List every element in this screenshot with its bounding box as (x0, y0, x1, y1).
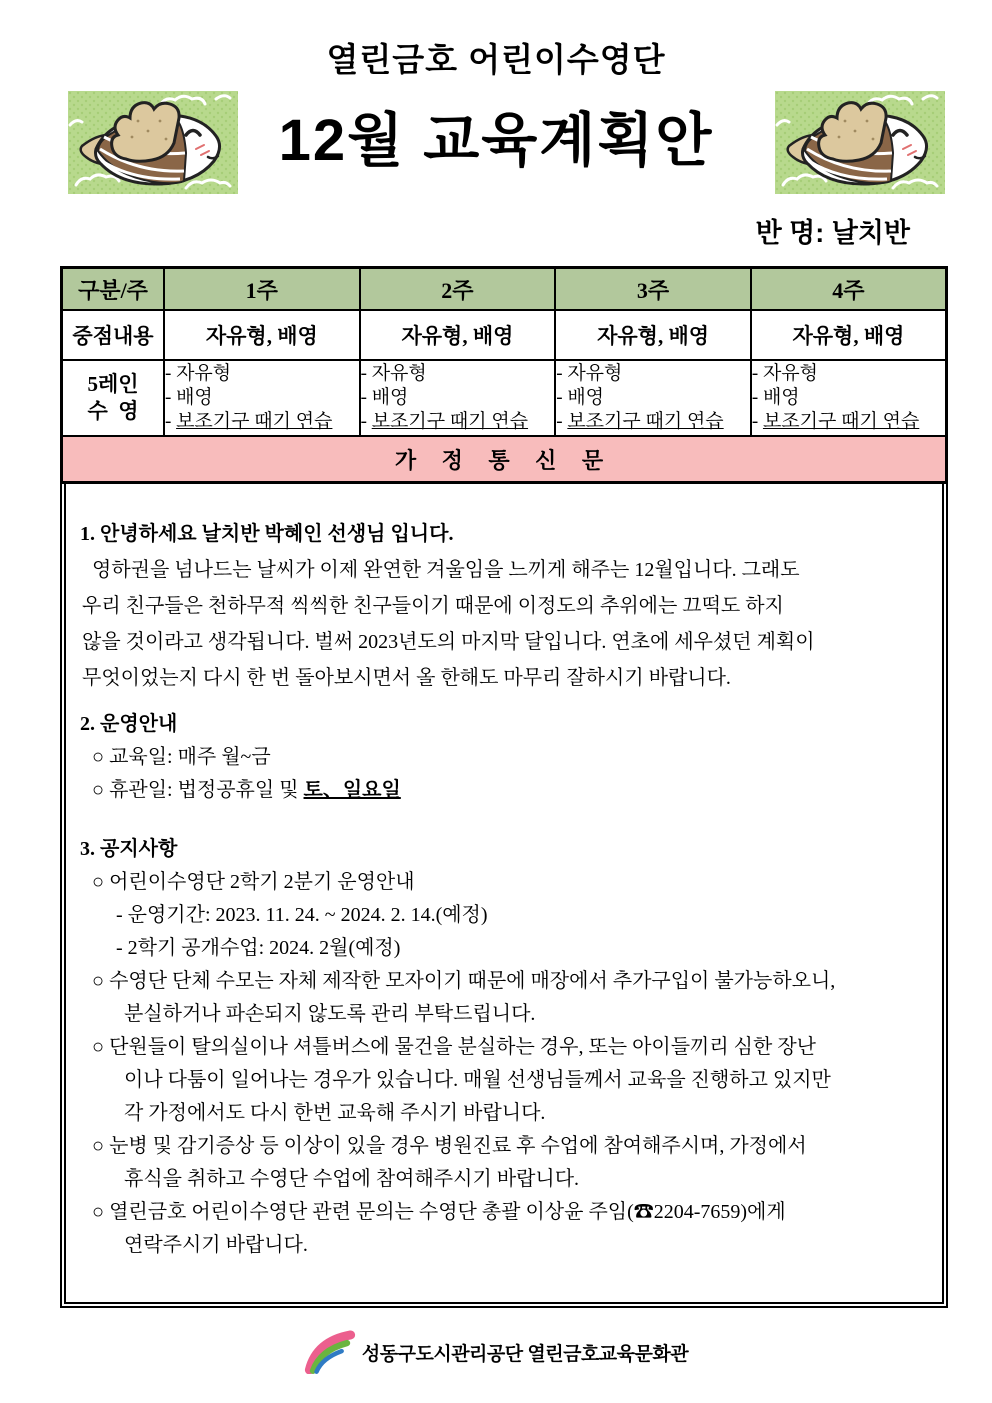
lane-item: - 배영 (165, 387, 213, 408)
notice-line: 휴식을 취하고 수영단 수업에 참여해주시기 바랍니다. (124, 1168, 580, 1190)
lane-label-line2: 수 영 (87, 399, 139, 423)
family-newsletter-banner-row (62, 436, 947, 483)
flying-fish-illustration-right (775, 91, 945, 194)
footer-logo (0, 1330, 992, 1374)
focus-cell-week2: 자유형, 배영 (360, 310, 556, 360)
greeting-line: 무엇이었는지 다시 한 번 돌아보시면서 올 한해도 마무리 잘하시기 바랍니다. (82, 667, 731, 689)
focus-cell-week4: 자유형, 배영 (751, 310, 947, 360)
greeting-line: 않을 것이라고 생각됩니다. 벌써 2023년도의 마지막 달입니다. 연초에 세우셨던 계획이 (82, 631, 815, 653)
closed-days-underlined: 토、일요일 (303, 779, 401, 801)
notice-line: ○ 열린금호 어린이수영단 관련 문의는 수영단 총괄 이상윤 주임(☎2204-7659)에게 (92, 1201, 786, 1223)
focus-content-row (62, 310, 947, 360)
lane-item: - 배영 (751, 387, 800, 408)
operation-item-closed-days: ○ 휴관일: 법정공휴일 및 토、일요일 (92, 779, 401, 801)
lane-item: - 배영 (556, 387, 605, 408)
newsletter-body-box (60, 484, 948, 1308)
schedule-table (60, 266, 948, 484)
lane-cell-week3 (555, 360, 751, 436)
page-title: 12월 교육계획안 (278, 108, 714, 173)
focus-cell-week3: 자유형, 배영 (555, 310, 751, 360)
section3-heading: 3. 공지사항 (80, 838, 178, 860)
notice-line: 연락주시기 바랍니다. (124, 1234, 308, 1256)
notice-line: 이나 다툼이 일어나는 경우가 있습니다. 매월 선생님들께서 교육을 진행하고 있지만 (124, 1069, 831, 1091)
lane-cell-week4 (751, 360, 947, 436)
lane-item: - 자유형 (165, 363, 232, 384)
header-cell-week1: 1주 (164, 268, 360, 311)
document-page (0, 34, 992, 1403)
lane-item: - 보조기구 때기 연습 (165, 411, 333, 432)
schedule-header-row (62, 268, 947, 311)
focus-cell-week1: 자유형, 배영 (164, 310, 360, 360)
lane-item: - 보조기구 때기 연습 (556, 411, 724, 432)
lane-cell-week1 (164, 360, 360, 436)
focus-row-label: 중점내용 (62, 310, 165, 360)
lane-swim-row (62, 360, 947, 436)
family-newsletter-banner: 가 정 통 신 문 (62, 436, 947, 483)
notice-line: 각 가정에서도 다시 한번 교육해 주시기 바랍니다. (124, 1102, 546, 1124)
header-cell-category: 구분/주 (62, 268, 165, 311)
section2-heading: 2. 운영안내 (80, 713, 178, 735)
lane-label-line1: 5레인 (87, 372, 139, 396)
notice-line: - 2학기 공개수업: 2024. 2월(예정) (116, 937, 401, 959)
notice-line: ○ 어린이수영단 2학기 2분기 운영안내 (92, 871, 415, 893)
section-greeting (80, 516, 928, 696)
title-banner (0, 91, 992, 195)
lane-item: - 배영 (360, 387, 409, 408)
class-name-label: 반 명: 날치반 (755, 218, 910, 248)
header-cell-week3: 3주 (555, 268, 751, 311)
notice-line: - 운영기간: 2023. 11. 24. ~ 2024. 2. 14.(예정) (116, 904, 488, 926)
header-cell-week2: 2주 (360, 268, 556, 311)
lane-item: - 자유형 (556, 363, 623, 384)
org-title: 열린금호 어린이수영단 (326, 41, 666, 78)
rainbow-swoosh-icon (304, 1330, 356, 1374)
lane-cell-week2 (360, 360, 556, 436)
notice-line: 분실하거나 파손되지 않도록 관리 부탁드립니다. (124, 1003, 536, 1025)
section-operation-info (80, 708, 928, 807)
header-cell-week4: 4주 (751, 268, 947, 311)
lane-item: - 자유형 (751, 363, 819, 384)
notice-line: ○ 눈병 및 감기증상 등 이상이 있을 경우 병원진료 후 수업에 참여해주시며, 가정에서 (92, 1135, 807, 1157)
notice-line: ○ 수영단 단체 수모는 자체 제작한 모자이기 때문에 매장에서 추가구입이 불가능하오니, (92, 970, 836, 992)
lane-item: - 보조기구 때기 연습 (751, 411, 920, 432)
section-notices (80, 833, 928, 1262)
greeting-line: 영하권을 넘나드는 날씨가 이제 완연한 겨울임을 느끼게 해주는 12월입니다. 그래도 (92, 559, 800, 581)
greeting-line: 우리 친구들은 천하무적 씩씩한 친구들이기 때문에 이정도의 추위에는 끄떡도 하지 (82, 595, 784, 617)
operation-item-training-days: ○ 교육일: 매주 월~금 (92, 746, 271, 768)
lane-item: - 자유형 (360, 363, 427, 384)
footer-org-name: 성동구도시관리공단 열린금호교육문화관 (361, 1343, 689, 1365)
lane-row-label (62, 360, 165, 436)
section1-heading: 1. 안녕하세요 날치반 박혜인 선생님 입니다. (80, 523, 454, 545)
notice-line: ○ 단원들이 탈의실이나 셔틀버스에 물건을 분실하는 경우, 또는 아이들끼리 심한 장난 (92, 1036, 816, 1058)
lane-item: - 보조기구 때기 연습 (360, 411, 529, 432)
